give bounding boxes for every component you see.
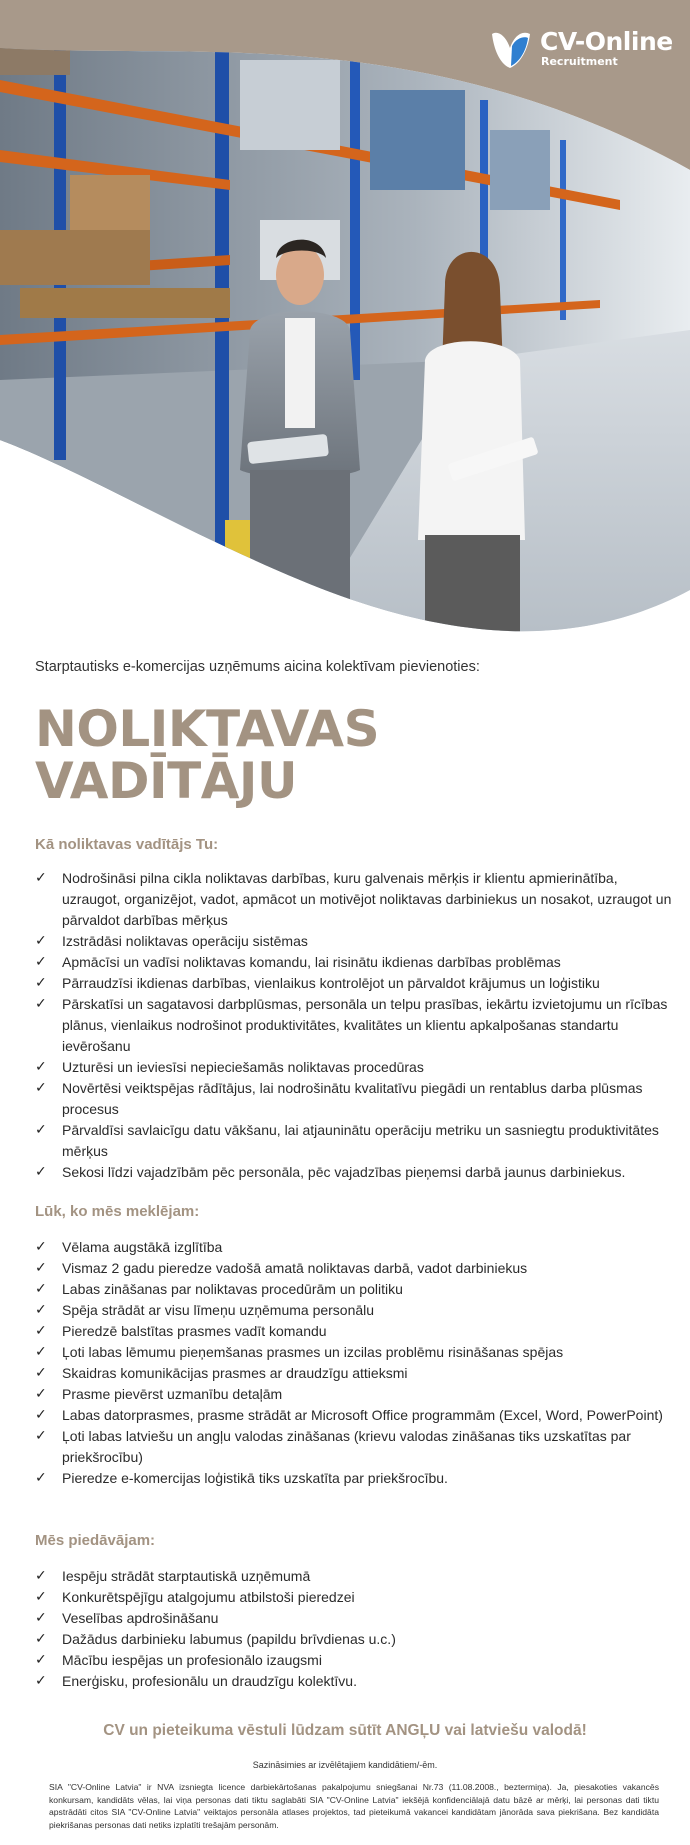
list-item: ✓ Iespēju strādāt starptautiskā uzņēmumā (35, 1566, 675, 1587)
checkmark-icon: ✓ (35, 1164, 47, 1180)
list-item: ✓ Labas datorprasmes, prasme strādāt ar Microsoft Office programmām (Excel, Word, PowerPoint) (35, 1405, 675, 1426)
checkmark-icon: ✓ (35, 1344, 47, 1360)
job-title-line-1: NOLIKTAVAS (35, 700, 380, 758)
list-item: ✓ Pieredzē balstītas prasmes vadīt komandu (35, 1321, 675, 1342)
list-item: ✓ Izstrādāsi noliktavas operāciju sistēmas (35, 931, 675, 952)
list-item: ✓ Pieredze e-komercijas loģistikā tiks uzskatīta par priekšrocību. (35, 1468, 675, 1489)
checkmark-icon: ✓ (35, 954, 47, 970)
checkmark-icon: ✓ (35, 1080, 47, 1096)
checkmark-icon: ✓ (35, 975, 47, 991)
requirements-title: Lūk, ko mēs meklējam: (35, 1203, 200, 1220)
checkmark-icon: ✓ (35, 1610, 47, 1626)
checkmark-icon: ✓ (35, 996, 47, 1012)
checkmark-icon: ✓ (35, 1631, 47, 1647)
cv-online-logo (488, 28, 673, 70)
checkmark-icon: ✓ (35, 933, 47, 949)
list-item: ✓ Konkurētspējīgu atalgojumu atbilstoši pieredzei (35, 1587, 675, 1608)
checkmark-icon: ✓ (35, 1673, 47, 1689)
list-item: ✓ Pārvaldīsi savlaicīgu datu vākšanu, lai atjauninātu operāciju metriku un sasniegtu produktivitātes mērķus (35, 1122, 659, 1159)
list-item: ✓ Dažādus darbinieku labumus (papildu brīvdienas u.c.) (35, 1629, 675, 1650)
list-item: ✓ Mācību iespējas un profesionālo izaugsmi (35, 1650, 675, 1671)
checkmark-icon: ✓ (35, 1281, 47, 1297)
duties-title: Kā noliktavas vadītājs Tu: (35, 836, 219, 853)
list-item: ✓ Pārraudzīsi ikdienas darbības, vienlaikus kontrolējot un pārvaldot krājumus un loģistiku (35, 973, 675, 994)
warehouse-manager-photo (0, 0, 690, 645)
checkmark-icon: ✓ (35, 1652, 47, 1668)
list-item: ✓ Veselības apdrošināšanu (35, 1608, 675, 1629)
list-item: ✓ Vēlama augstākā izglītība (35, 1237, 675, 1258)
contact-note: Sazināsimies ar izvēlētajiem kandidātiem/-ēm. (252, 1760, 438, 1770)
offer-title: Mēs piedāvājam: (35, 1532, 156, 1549)
checkmark-icon: ✓ (35, 1589, 47, 1605)
checkmark-icon: ✓ (35, 1568, 47, 1584)
list-item: ✓ Enerģisku, profesionālu un draudzīgu kolektīvu. (35, 1671, 675, 1692)
list-item: ✓ Ļoti labas lēmumu pieņemšanas prasmes un izcilas problēmu risināšanas spējas (35, 1342, 675, 1363)
job-title-line-2: VADĪTĀJU (35, 752, 298, 810)
checkmark-icon: ✓ (35, 1470, 47, 1486)
offer-list (35, 1566, 675, 1692)
checkmark-icon: ✓ (35, 1323, 47, 1339)
list-item: ✓ Ļoti labas latviešu un angļu valodas zināšanas (krievu valodas zināšanas tiks uzskatītas par priekšrocību) (35, 1428, 631, 1465)
list-item: ✓ Pārskatīsi un sagatavosi darbplūsmas, personāla un telpu prasības, iekārtu izvietojumu un rīcības plānus, vienlaikus nodrošinot produktivitātes, kvalitātes un klientu apkalpošanas standartu ievērošanu (35, 996, 668, 1054)
list-item: ✓ Prasme pievērst uzmanību detaļām (35, 1384, 675, 1405)
brand-name: CV-Online (540, 27, 673, 56)
application-instructions: CV un pieteikuma vēstuli lūdzam sūtīt ANGĻU vai latviešu valodā! (103, 1722, 587, 1739)
checkmark-icon: ✓ (35, 870, 47, 886)
list-item: ✓ Skaidras komunikācijas prasmes ar draudzīgu attieksmi (35, 1363, 675, 1384)
hero-banner (0, 0, 690, 645)
list-item: ✓ Sekosi līdzi vajadzībām pēc personāla, pēc vajadzības pieņemsi darbā jaunus darbiniekus. (35, 1162, 675, 1183)
checkmark-icon: ✓ (35, 1407, 47, 1423)
list-item: ✓ Novērtēsi veiktspējas rādītājus, lai nodrošinātu kvalitatīvu piegādi un rentablus darba plūsmas procesus (35, 1080, 643, 1117)
requirements-list (35, 1237, 675, 1489)
cv-online-logo-icon (488, 28, 534, 70)
checkmark-icon: ✓ (35, 1059, 47, 1075)
checkmark-icon: ✓ (35, 1260, 47, 1276)
list-item: ✓ Uzturēsi un ieviesīsi nepieciešamās noliktavas procedūras (35, 1057, 675, 1078)
list-item: ✓ Spēja strādāt ar visu līmeņu uzņēmuma personālu (35, 1300, 675, 1321)
list-item: ✓ Labas zināšanas par noliktavas procedūrām un politiku (35, 1279, 675, 1300)
checkmark-icon: ✓ (35, 1365, 47, 1381)
checkmark-icon: ✓ (35, 1239, 47, 1255)
checkmark-icon: ✓ (35, 1428, 47, 1444)
list-item: ✓ Apmācīsi un vadīsi noliktavas komandu, lai risinātu ikdienas darbības problēmas (35, 952, 675, 973)
list-item: ✓ Vismaz 2 gadu pieredze vadošā amatā noliktavas darbā, vadot darbiniekus (35, 1258, 675, 1279)
list-item: ✓ Nodrošināsi pilna cikla noliktavas darbības, kuru galvenais mērķis ir klientu apmierinātība, uzraugot, organizējot, vadot, apmācot un motivējot noliktavas darbiniekus un nosakot, uzraugot un pārvaldot darbības mērķus (35, 870, 672, 928)
brand-tagline: Recruitment (541, 55, 618, 68)
job-title (35, 700, 380, 810)
legal-disclaimer: SIA "CV-Online Latvia" ir NVA izsniegta licence darbiekārtošanas pakalpojumu sniegšanai Nr.73 (11.08.2008., beztermiņa). Ja, piesakoties vakancēs konkursam, kandidāts vēlas, lai viņa personas dati tiktu saglabāti SIA "CV-Online Latvia" iekšējā konfidenciālajā datu bāzē ar mērķi, lai personas dati tiktu apstrādāti citos SIA "CV-Online Latvia" veiktajos personāla atlases projektos, tad pieteikumā vakancei kandidātam jānorāda sava piekrišana. Bez kandidāta piekrišanas personas dati netiks izplatīti trešajām personām. (49, 1782, 659, 1830)
checkmark-icon: ✓ (35, 1386, 47, 1402)
duties-list (35, 868, 675, 1183)
checkmark-icon: ✓ (35, 1302, 47, 1318)
checkmark-icon: ✓ (35, 1122, 47, 1138)
intro-text: Starptautisks e-komercijas uzņēmums aicina kolektīvam pievienoties: (35, 659, 480, 675)
